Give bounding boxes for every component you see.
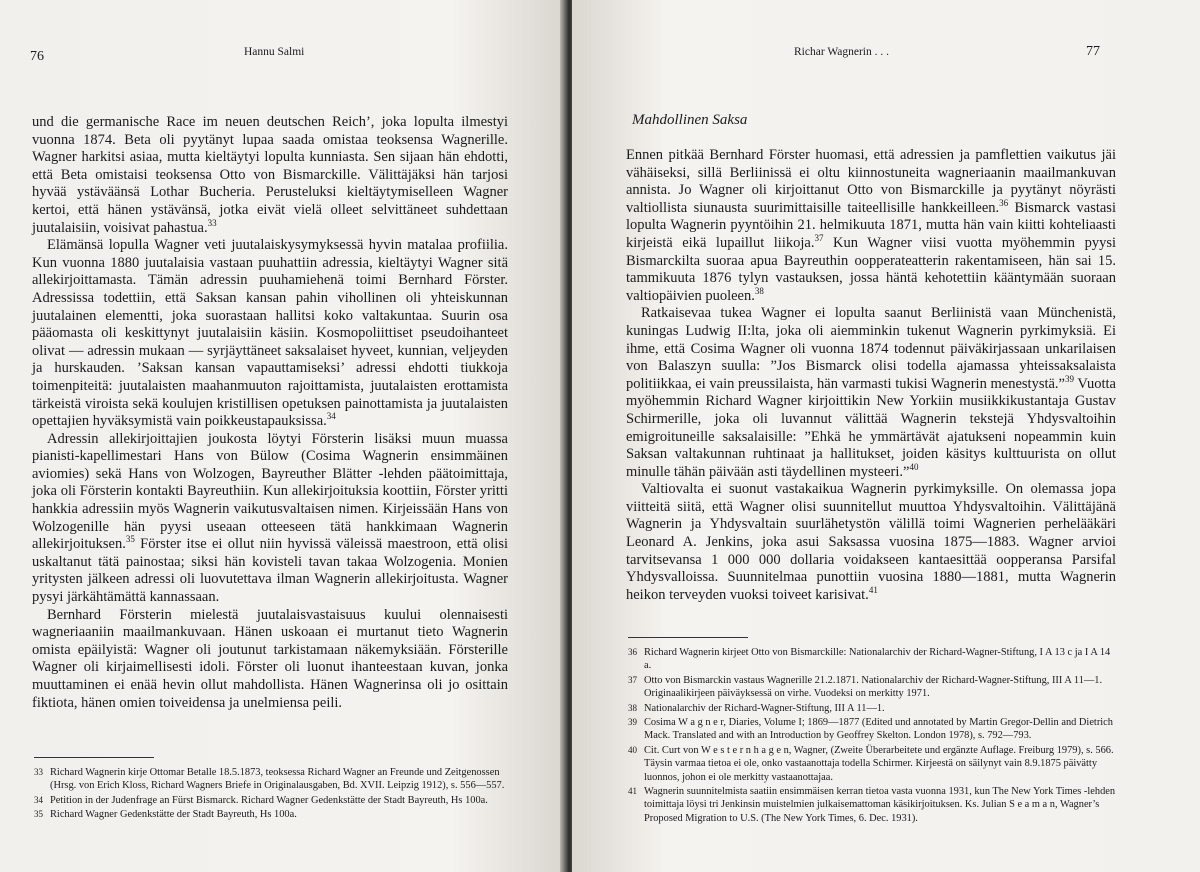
paragraph: Bernhard Försterin mielestä juutalaisvastaisuus kuului olennaisesti wagneriaaniin maailmankuvaan. Hänen uskoaan ei murtanut tieto Wagnerin omista epäilyistä: Wagner oli joutunut tarkistamaan näkemyksiään. Försterille Wagner oli kirjaimellisesti idoli. Förster oli luonut ihanteestaan kuvan, jonka muuttaminen ei enää hevin ollut mahdollista. Hänen Wagnerinsa oli jo osittain fiktiota, hänen omien toiveidensa ja unelmiensa peili. bbox=[32, 606, 508, 711]
running-head: Richar Wagnerin . . . bbox=[794, 46, 889, 58]
body-text bbox=[626, 147, 1116, 604]
footnote: 33 Richard Wagnerin kirje Ottomar Betalle 18.5.1873, teoksessa Richard Wagner an Freunde und Zeitgenossen (Hrsg. von Erich Kloss, Richard Wagners Briefe in Originalausgaben, Bd. XVII. Leipzig 1912), s. 556—557. bbox=[34, 767, 505, 792]
page-number: 76 bbox=[30, 49, 44, 64]
footnote: 40 Cit. Curt von W e s t e r n h a g e n, Wagner, (Zweite Überarbeitete und ergänzte Auflage. Freiburg 1979), s. 566. Täysin varmaa tietoa ei ole, onko vastaanottaja todella Schirmer. Kirjeestä on säilynyt vain 8.9.1875 päivätty luonnos, johon ei ole merkitty vastaanottajaa. bbox=[628, 744, 1114, 783]
footnote-rule bbox=[628, 637, 748, 638]
footnote: 39 Cosima W a g n e r, Diaries, Volume I; 1869—1877 (Edited und annotated by Martin Gregor-Dellin and Dietrich Mack. Translated and with an Introduction by Geoffrey Skelton. London 1978), s. 792—793. bbox=[628, 717, 1113, 742]
paragraph: Valtiovalta ei suonut vastakaikua Wagnerin pyrkimyksille. On olemassa jopa viitteitä siitä, että Wagner olisi suunnitellut muuttoa Yhdysvaltoihin. Välittäjänä Wagnerin ja Yhdysvaltain suurlähetystön välillä toimi Wagnerien perhelääkäri Leonard A. Jenkins, joka asui Saksassa vuosina 1875—1883. Wagner arvioi tarvitsevansa 1 000 000 dollaria voidakseen kantaesittää oopperansa Parsifal Yhdysvalloissa. Suunnitelmaa punottiin vuosina 1880—1881, mutta Wagnerin heikon terveyden vuoksi toiveet karisivat.$^{41}$ bbox=[626, 481, 1116, 603]
footnote: 34 Petition in der Judenfrage an Fürst Bismarck. Richard Wagner Gedenkstätte der Stadt Bayreuth, Hs 100a. bbox=[34, 794, 488, 806]
paragraph: Adressin allekirjoittajien joukosta löytyi Försterin lisäksi muun muassa pianisti-kapellimestari Hans von Bülow (Cosima Wagnerin ensimmäinen aviomies) sekä Hans von Wolzogen, Bayreuther Blätter -lehden päätoimittaja, joka oli Försterin kontakti Bayreuthiin. Kun allekirjoituksia koottiin, Förster yritti hankkia adressiin myös Wagnerin vaikutusvaltaisen nimen. Kirjeissään Hans von Wolzogenille hän pyysi useaan otteeseen tätä hankkimaan Wagnerin allekirjoituksen.$^{35}$ Förster itse ei ollut niin hyvissä väleissä maestroon, että olisi uskaltanut tätä painostaa; siksi hän kovisteli tavan takaa Wolzogenia. Monien yritysten jälkeen adressi oli luovutettava ilman Wagnerin allekirjoitusta. Wagner pysyi järkähtämättä kannassaan. bbox=[32, 430, 508, 606]
paragraph: und die germanische Race im neuen deutschen Reich’, joka lopulta ilmestyi vuonna 1874. Beta oli pyytänyt lupaa saada omistaa teoksensa Wagnerille. Wagner harkitsi asiaa, mutta kieltäytyi lopulta kunniasta. Sen sijaan hän ehdotti, että Beta omistaisi teoksensa Otto von Bismarckille. Välittäjäksi hän tarjosi hyvää ystäväänsä Lothar Bucheria. Perusteluksi kieltäytymiselleen Wagner kertoi, että hänen ystävänsä, jotka eivät vielä olleet selvittäneet suhdettaan juutalaisiin, voisivat pahastua.$^{33}$ bbox=[32, 114, 508, 236]
footnote: 41 Wagnerin suunnitelmista saatiin ensimmäisen kerran tietoa vasta vuonna 1931, kun The New York Times -lehden toimittaja löysi tri Jenkinsin muistelmien julkaisemattoman käsikirjoituksen. Ks. Julian S e a m a n, Wagner’s Proposed Migration to U.S. (The New York Times, 6. Dec. 1931). bbox=[628, 786, 1116, 824]
section-title: Mahdollinen Saksa bbox=[632, 112, 748, 128]
running-head: Hannu Salmi bbox=[244, 46, 305, 58]
footnote-rule bbox=[34, 757, 154, 758]
footnote: 35 Richard Wagner Gedenkstätte der Stadt Bayreuth, Hs 100a. bbox=[34, 809, 297, 821]
footnote: 38 Nationalarchiv der Richard-Wagner-Stiftung, III A 11—1. bbox=[628, 702, 885, 714]
paragraph: Ratkaisevaa tukea Wagner ei lopulta saanut Berliinistä vaan Münchenistä, kuningas Ludwig II:lta, joka oli aiemminkin tukenut Wagnerin pyrkimyksiä. Ei ihme, että Cosima Wagner oli vuonna 1874 todennut päiväkirjassaan unkarilaisen von Balaszyn suulla: ”Jos Bismarck olisi todella ajamassa yhteissaksalaista politiikkaa, ei vain preussilaista, hän varmasti tukisi Wagnerin menestystä.”$^{39}$ Vuotta myöhemmin Richard Wagner kirjoittikin New Yorkiin musiikkikustantaja Gustav Schirmerille, joka oli luvannut välittää Wagnerin tekstejä Yhdysvaltoihin emigroituneille saksalaisille: ”Ehkä he ymmärtävät ajatukseni nopeammin kuin Saksan valtakunnan ruhtinaat ja hallitukset, joiden käsitys kulttuurista on ollut minulle tähän päivään asti täydellinen mysteeri.”$^{40}$ bbox=[626, 305, 1116, 480]
footnotes bbox=[628, 646, 1120, 826]
page-number: 77 bbox=[1086, 44, 1100, 59]
left-page bbox=[0, 0, 566, 872]
footnote: 37 Otto von Bismarckin vastaus Wagnerille 21.2.1871. Nationalarchiv der Richard-Wagner-Stiftung, III A 11—1. Originaalikirjeen päiväyksessä on virhe. Vuodeksi on merkitty 1971. bbox=[628, 674, 1103, 700]
paragraph: Ennen pitkää Bernhard Förster huomasi, että adressien ja pamflettien vaikutus jäi vähäiseksi, sillä Berliinissä ei oltu kiinnostuneita wagneriaanin maailmankuvan annista. Jo Wagner oli kirjoittanut Otto von Bismarckille ja pyytänyt nöyrästi valtiollista siunausta suurimittaisille taiteellisille hankkeilleen.$^{36}$ Bismarck vastasi lopulta Wagnerin pyyntöihin 21. helmikuuta 1871, mutta hän vain kiitti kohteliaasti kirjeistä eikä lupaillut liikoja.$^{37}$ Kun Wagner viisi vuotta myöhemmin pyysi Bismarckilta suoraa apua Bayreuthin oopperateatterin rakentamiseen, hän sai 15. tammikuuta 1876 tylyn vastauksen, jossa häntä kehotettiin kääntymään suoraan valtiopäivien puoleen.$^{38}$ bbox=[626, 147, 1116, 304]
footnotes bbox=[34, 766, 508, 823]
footnote: 36 Richard Wagnerin kirjeet Otto von Bismarckille: Nationalarchiv der Richard-Wagner-Stiftung, I A 13 c ja I A 14 a. bbox=[628, 647, 1111, 672]
body-text bbox=[32, 114, 508, 712]
paragraph: Elämänsä lopulla Wagner veti juutalaiskysymyksessä hyvin matalaa profiilia. Kun vuonna 1880 juutalaisia vastaan puuhattiin adressia, kieltäytyi Wagner sitä allekirjoittamasta. Tämän adressin puuhamiehenä toimi Bernhard Förster. Adressissa todettiin, että Saksan kansan pahin vihollinen oli yhteiskunnan juutalainen elementti, joka suorastaan hallitsi koko valtakuntaa. Suurin osa pääomasta oli keskittynyt juutalaisiin käsiin. Kosmopoliittiset pseudoihanteet olivat — adressin mukaan — syrjäyttäneet saksalaiset hyveet, kunnian, veljeyden ja hurskauden. ’Saksan kansan vapauttamiseksi’ adressi ehdotti tiukkoja toimenpiteitä: juutalaisten maahanmuuton rajoittamista, juutalaisten erottamista tärkeistä viroista sekä koulujen kristillisen opetuksen painottamista ja juutalaisten opettajien hyväksymistä vain poikkeustapauksissa.$^{34}$ bbox=[32, 237, 508, 430]
right-page bbox=[572, 0, 1200, 872]
